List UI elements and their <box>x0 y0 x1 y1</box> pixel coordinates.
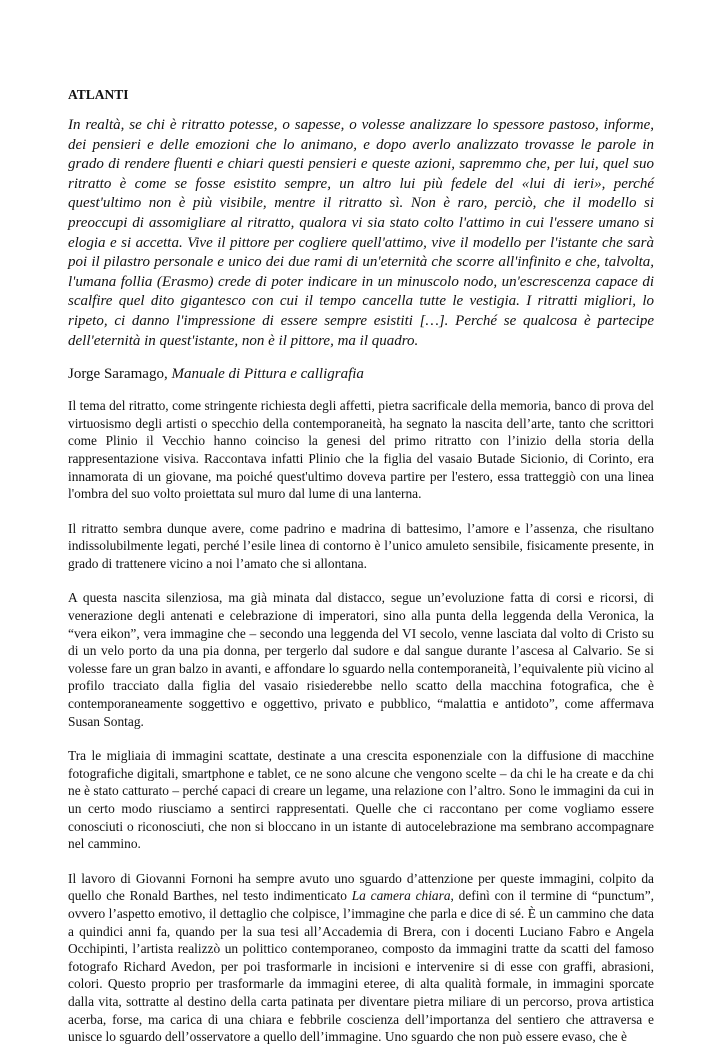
quote-attribution <box>68 365 654 384</box>
body-paragraph-1: Il tema del ritratto, come stringente richiesta degli affetti, pietra sacrificale della memoria, banco di prova del virtuosismo degli artisti o specchio della contemporaneità, ha segnato la nascita dell’arte, tanto che scrittori come Plinio il Vecchio hanno coinciso la genesi del primo ritratto con l’inizio della storia della rappresentazione visiva. Raccontava infatti Plinio che la figlia del vasaio Butade Sicionio, di Corinto, era innamorata di un giovane, ma poiché quest'ultimo doveva partire per l'estero, essa tratteggiò con una linea l'ombra del suo volto proiettata sul muro dal lume di una lanterna. <box>68 398 654 502</box>
book-title-la-camera-chiara: La camera chiara <box>351 888 451 904</box>
attribution-author: Jorge Saramago, <box>68 366 172 383</box>
body-paragraph-2: Il ritratto sembra dunque avere, come padrino e madrina di battesimo, l’amore e l’assenza, che risultano indissolubilmente legati, perché l’esile linea di contorno è l’unico amuleto sensibile, fisicamente presente, in grado di trattenere vicino a noi l’amato che si allontana. <box>68 520 654 571</box>
epigraph-quote: In realtà, se chi è ritratto potesse, o sapesse, o volesse analizzare lo spessore pastoso, informe, dei pensieri e delle emozioni che lo animano, e dopo averlo analizzato trovasse le parole in grado di rendere fluenti e chiari questi pensieri e queste azioni, sapremmo che, per lui, quel suo ritratto è come se fosse esistito sempre, un altro lui più fedele del «lui di ieri», perché quest'ultimo non è più visibile, mentre il ritratto sì. Non è raro, perciò, che il modello si preoccupi di assomigliare al ritratto, qualora vi sia stato colto l'attimo in cui l'essere umano si elogia e si accetta. Vive il pittore per cogliere quell'attimo, vive il modello per l'istante che sarà poi il pilastro personale e unico dei due rami di un'eternità che scorre all'infinito e che, talvolta, l'umana follia (Erasmo) crede di poter indicare in un minuscolo nodo, un'escrescenza capace di scalfire quel dito gigantesco con cui il tempo cancella tutte le vestigia. I ritratti migliori, lo ripeto, ci danno l'impressione di essere sempre esistiti […]. Perché se qualcosa è partecipe dell'eternità in quest'istante, non è il pittore, ma il quadro. <box>68 117 654 349</box>
body-paragraph-4: Tra le migliaia di immagini scattate, destinate a una crescita esponenziale con la diffusione di macchine fotografiche digitali, smartphone e tablet, ce ne sono alcune che vengono scelte – da chi le ha create e da chi ne è stato catturato – perché capaci di creare un legame, una relazione con l’altro. Sono le immagini da cui in un certo modo riusciamo a sentirci rappresentati. Quelle che ci raccontano per come vogliamo essere conosciuti o riconosciuti, che non si bloccano in un istante di autocelebrazione ma sembrano accompagnare nel cammino. <box>68 748 654 852</box>
document-page <box>68 86 654 1063</box>
paragraph-5-text-start: Il lavoro di Giovanni Fornoni ha sempre avuto uno sguardo d’attenzione per queste immagini, colpito da quello che Ronald Barthes, nel testo indimenticato <box>68 870 654 904</box>
paragraph-5-text-end: , definì con il termine di “punctum”, ovvero l’aspetto emotivo, il dettaglio che colpisce, l’immagine che parla e dice di sé. È un cammino che data a quindici anni fa, quando per la sua tesi all’Accademia di Brera, con i docenti Luciano Fabro e Angela Occhipinti, l’artista realizzò un polittico contemporaneo, composto da immagini tratte da scatti del famoso fotografo Richard Avedon, per poi trasformarle in incisioni e intervenire si di esse con graffi, abrasioni, colori. Questo proprio per trasformarle da immagini eteree, di alta qualità formale, in immagini sporcate dalla vita, sottratte al destino della carta patinata per diventare pietra miliare di un percorso, prova artistica acerba, forse, ma carica di una chiara e febbrile coscienza dell’importanza del sentiero che attraversa e unisce lo sguardo dell’osservatore a quello dell’immagine. Uno sguardo che non può essere evaso, che è <box>68 888 654 1045</box>
attribution-work-title: Manuale di Pittura e calligrafia <box>171 366 364 383</box>
document-title: ATLANTI <box>68 87 129 102</box>
body-paragraph-3: A questa nascita silenziosa, ma già minata dal distacco, segue un’evoluzione fatta di corsi e ricorsi, di venerazione degli antenati e celebrazione di imperatori, sino alla punta della leggenda della Veronica, la “vera eikon”, vera immagine che – secondo una leggenda del VI secolo, venne lasciata dal volto di Cristo su di un velo porto da una pia donna, per tergerlo dal sudore e dal sangue durante l’ascesa al Calvario. Se si volesse fare un gran balzo in avanti, e affondare lo sguardo nella contemporaneità, l’equivalente più vicino al profilo tracciato dalla figlia del vasaio risiederebbe nello scatto della macchina fotografica, che è contemporaneamente soggettivo e oggettivo, privato e pubblico, “malattia e antidoto”, come affermava Susan Sontag. <box>68 590 654 729</box>
body-paragraph-5 <box>68 870 654 1046</box>
